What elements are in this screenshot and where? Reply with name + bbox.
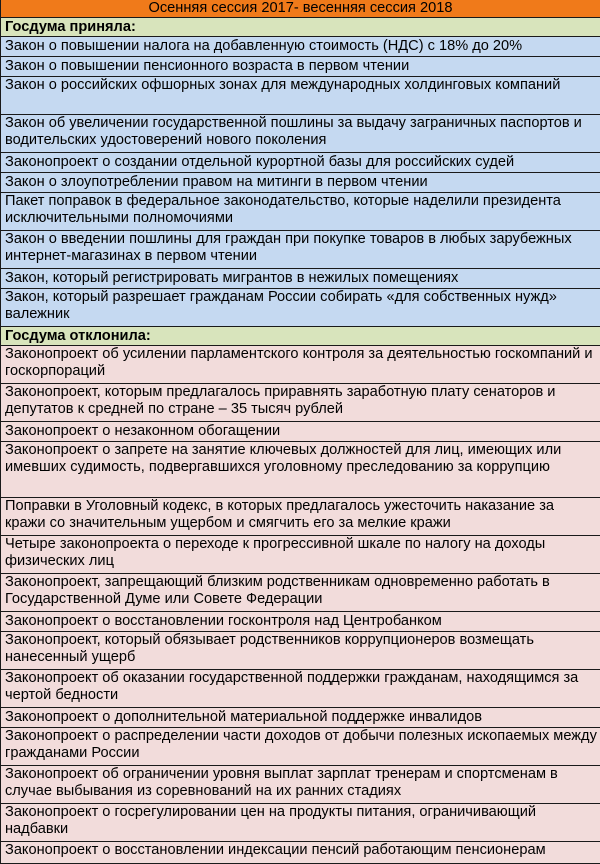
accepted-item: Закон о российских офшорных зонах для международных холдинговых компаний bbox=[1, 77, 600, 115]
rejected-item: Законопроект, которым предлагалось приравнять заработную плату сенаторов и депутатов к средней по стране – 35 тысяч рублей bbox=[1, 384, 600, 422]
accepted-item: Закон о повышении налога на добавленную стоимость (НДС) с 18% до 20% bbox=[1, 37, 600, 57]
accepted-item: Закон о злоупотреблении правом на митинги в первом чтении bbox=[1, 173, 600, 193]
rejected-item: Законопроект о дополнительной материальной поддержке инвалидов bbox=[1, 708, 600, 728]
accepted-item: Пакет поправок в федеральное законодательство, которые наделили президента исключительными полномочиями bbox=[1, 193, 600, 231]
rejected-item: Законопроект, который обязывает родственников коррупционеров возмещать нанесенный ущерб bbox=[1, 632, 600, 670]
rejected-item: Поправки в Уголовный кодекс, в которых предлагалось ужесточить наказание за кражи со значительным ущербом и смягчить его за мелкие кражи bbox=[1, 498, 600, 536]
accepted-item: Закон, который регистрировать мигрантов в нежилых помещениях bbox=[1, 269, 600, 289]
rejected-item: Законопроект о запрете на занятие ключевых должностей для лиц, имеющих или имевших судимость, подвергавшихся уголовному преследованию за коррупцию bbox=[1, 442, 600, 498]
accepted-item: Закон, который разрешает гражданам России собирать «для собственных нужд» валежник bbox=[1, 289, 600, 327]
rejected-item: Законопроект об усилении парламентского контроля за деятельностью госкомпаний и госкорпораций bbox=[1, 346, 600, 384]
rejected-item: Законопроект о незаконном обогащении bbox=[1, 422, 600, 442]
rejected-item: Законопроект о восстановлении индексации пенсий работающим пенсионерам bbox=[1, 842, 600, 864]
accepted-item: Законопроект о создании отдельной курортной базы для российских судей bbox=[1, 153, 600, 173]
rejected-item: Законопроект о восстановлении госконтроля над Центробанком bbox=[1, 612, 600, 632]
rejected-item: Законопроект об оказании государственной поддержки гражданам, находящимся за чертой бедности bbox=[1, 670, 600, 708]
rejected-item: Законопроект, запрещающий близким родственникам одновременно работать в Государственной Думе или Совете Федерации bbox=[1, 574, 600, 612]
rejected-item: Четыре законопроекта о переходе к прогрессивной шкале по налогу на доходы физических лиц bbox=[1, 536, 600, 574]
accepted-item: Закон о введении пошлины для граждан при покупке товаров в любых зарубежных интернет-магазинах в первом чтении bbox=[1, 231, 600, 269]
rejected-item: Законопроект о госрегулировании цен на продукты питания, ограничивающий надбавки bbox=[1, 804, 600, 842]
accepted-item: Закон об увеличении государственной пошлины за выдачу заграничных паспортов и водительских удостоверений нового поколения bbox=[1, 115, 600, 153]
rejected-item: Законопроект о распределении части доходов от добычи полезных ископаемых между гражданами России bbox=[1, 728, 600, 766]
accepted-item: Закон о повышении пенсионного возраста в первом чтении bbox=[1, 57, 600, 77]
table-title: Осенняя сессия 2017- весенняя сессия 2018 bbox=[1, 0, 600, 18]
rejected-item: Законопроект об ограничении уровня выплат зарплат тренерам и спортсменам в случае выбывания из соревнований на их ранних стадиях bbox=[1, 766, 600, 804]
accepted-header: Госдума приняла: bbox=[1, 18, 600, 37]
rejected-header: Госдума отклонила: bbox=[1, 327, 600, 346]
